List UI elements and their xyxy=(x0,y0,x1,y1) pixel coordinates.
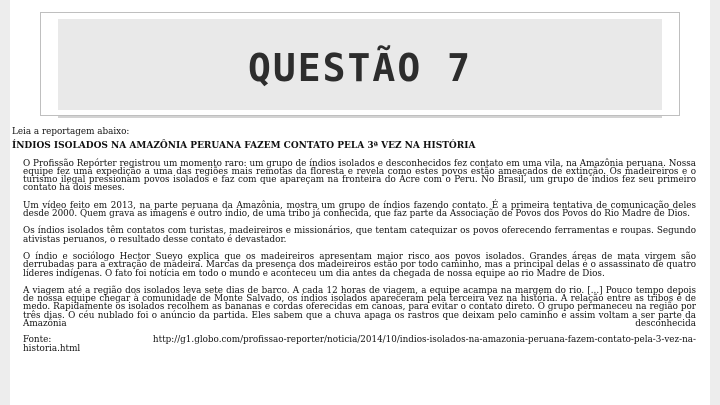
slide-body xyxy=(12,128,696,353)
source-link[interactable]: http://g1.globo.com/profissao-reporter/noticia/2014/10/indios-isolados-na-amazonia-peruana-fazem-contato-pela-3-vez-na- xyxy=(152,335,696,346)
title-banner xyxy=(0,12,720,116)
article-paragraph: Um vídeo feito em 2013, na parte peruana da Amazônia, mostra um grupo de índios fazendo contato. É a primeira tentativa de comunicação deles desde 2000. Quem grava as imagens é outro índio, de uma tribo já conhecida, que faz parte da Associação de Povos dos Povos do Rio Madre de Dios. xyxy=(23,200,696,220)
title-banner-underline xyxy=(58,116,662,118)
article-paragraph: A viagem até a região dos isolados leva sete dias de barco. A cada 12 horas de viagem, a equipe acampa na margem do rio. [...] Pouco tempo depois de nossa equipe chegar à comunidade de Monte Salvado, os índios isolados apareceram pela terceira vez na história. A relação entre as tribos é de medo. Rapidamente os isolados recolhem as bananas e cordas oferecidas em canoas, para evitar o contato direto. O grupo permaneceu na região por três dias. O céu nublado foi o anúncio da partida. Eles sabem que a chuva apaga os rastros que deixam pelo caminho e assim voltam a ser parte da Amazônia desconhecida xyxy=(23,285,696,330)
article-paragraph: Os índios isolados têm contatos com turistas, madeireiros e missionários, que tentam catequizar os povos oferecendo ferramentas e roupas. Segundo ativistas peruanos, o resultado desse contato é devastador. xyxy=(23,226,696,245)
article-paragraph: O Profissão Repórter registrou um momento raro: um grupo de índios isolados e desconhecidos fez contato em uma vila, na Amazônia peruana. Nossa equipe fez uma expedição a uma das regiões mais remotas da floresta e revela como estes povos estão ameaçados de extinção. Os madeireiros e o turismo ilegal pressionam povos isolados e faz com que apareçam na fronteira do Acre com o Peru. No Brasil, um grupo de índios fez seu primeiro contato há dois meses. xyxy=(23,158,696,194)
intro-text: Leia a reportagem abaixo: xyxy=(12,127,130,137)
article-paragraph: O índio e sociólogo Hector Sueyo explica que os madeireiros apresentam maior risco aos povos isolados. Grandes áreas de mata virgem são derrubadas para a extração de madeira. Marcas da presença dos madeireiros estão por todo caminho, mas a principal delas é o assassinato de quatro líderes indígenas. O fato foi notícia em todo o mundo e aconteceu um dia antes da chegada de nossa equipe ao rio Madre de Dios. xyxy=(23,251,696,279)
source-link-continuation[interactable]: historia.html xyxy=(23,343,81,354)
article-headline: ÍNDIOS ISOLADOS NA AMAZÔNIA PERUANA FAZEM CONTATO PELA 3ª VEZ NA HISTÓRIA xyxy=(12,141,476,152)
source-label: Fonte: xyxy=(23,335,52,346)
slide-title: QUESTÃO 7 xyxy=(248,46,472,90)
source-citation xyxy=(23,336,696,344)
